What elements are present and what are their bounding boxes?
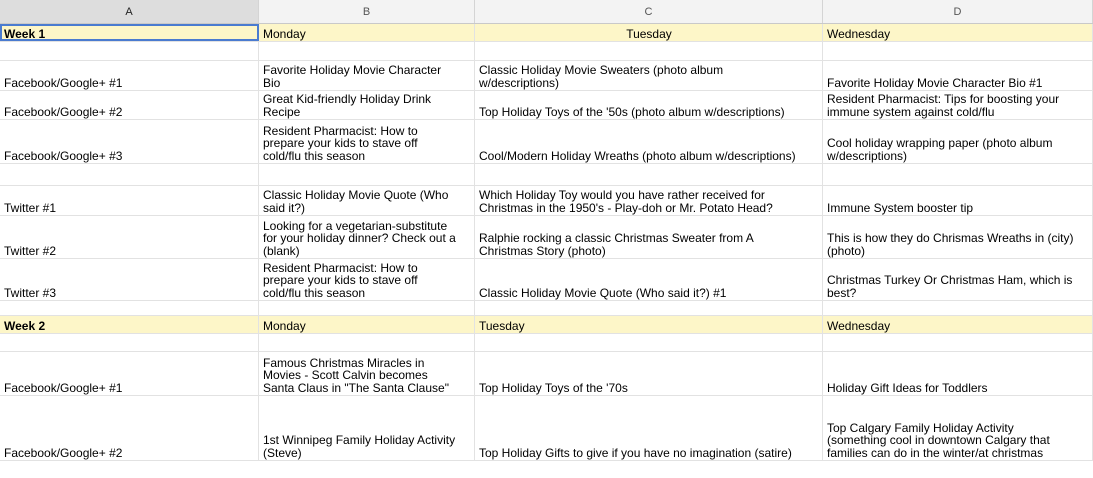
cell-d14[interactable]: Top Calgary Family Holiday Activity (something cool in downtown Calgary that families can do in the winter/at christmas: [823, 396, 1093, 460]
cell-c11[interactable]: Tuesday: [475, 316, 823, 333]
cell-b4[interactable]: Great Kid-friendly Holiday Drink Recipe: [259, 91, 475, 119]
table-row: [0, 352, 1093, 396]
cell-a6[interactable]: [0, 164, 259, 185]
table-row: [0, 186, 1093, 216]
blank-row: [0, 334, 1093, 352]
cell-d8[interactable]: This is how they do Chrismas Wreaths in (city) (photo): [823, 216, 1093, 258]
cell-d11[interactable]: Wednesday: [823, 316, 1093, 333]
cell-d5[interactable]: Cool holiday wrapping paper (photo album w/descriptions): [823, 120, 1093, 163]
cell-c5[interactable]: Cool/Modern Holiday Wreaths (photo album w/descriptions): [475, 120, 823, 163]
cell-d9[interactable]: Christmas Turkey Or Christmas Ham, which is best?: [823, 259, 1093, 300]
column-header-d[interactable]: D: [823, 0, 1093, 23]
week-header-row: [0, 316, 1093, 334]
cell-a11[interactable]: Week 2: [0, 316, 259, 333]
table-row: [0, 91, 1093, 120]
cell-c2[interactable]: [475, 42, 823, 60]
cell-b1[interactable]: Monday: [259, 24, 475, 41]
cell-d1[interactable]: Wednesday: [823, 24, 1093, 41]
cell-c7[interactable]: Which Holiday Toy would you have rather received for Christmas in the 1950's - Play-doh or Mr. Potato Head?: [475, 186, 823, 215]
cell-c14[interactable]: Top Holiday Gifts to give if you have no imagination (satire): [475, 396, 823, 460]
cell-c3[interactable]: Classic Holiday Movie Sweaters (photo album w/descriptions): [475, 61, 823, 90]
cell-grid: [0, 24, 1093, 461]
cell-b14[interactable]: 1st Winnipeg Family Holiday Activity (Steve): [259, 396, 475, 460]
blank-row: [0, 301, 1093, 316]
cell-c1[interactable]: Tuesday: [475, 24, 823, 41]
cell-c10[interactable]: [475, 301, 823, 315]
cell-c8[interactable]: Ralphie rocking a classic Christmas Sweater from A Christmas Story (photo): [475, 216, 823, 258]
cell-a1[interactable]: Week 1: [0, 24, 259, 41]
cell-a3[interactable]: Facebook/Google+ #1: [0, 61, 259, 90]
cell-d12[interactable]: [823, 334, 1093, 351]
cell-d2[interactable]: [823, 42, 1093, 60]
cell-b12[interactable]: [259, 334, 475, 351]
cell-a2[interactable]: [0, 42, 259, 60]
table-row: [0, 61, 1093, 91]
cell-a5[interactable]: Facebook/Google+ #3: [0, 120, 259, 163]
cell-b9[interactable]: Resident Pharmacist: How to prepare your kids to stave off cold/flu this season: [259, 259, 475, 300]
column-header-b[interactable]: B: [259, 0, 475, 23]
cell-c12[interactable]: [475, 334, 823, 351]
cell-d4[interactable]: Resident Pharmacist: Tips for boosting your immune system against cold/flu: [823, 91, 1093, 119]
column-header-c[interactable]: C: [475, 0, 823, 23]
cell-a13[interactable]: Facebook/Google+ #1: [0, 352, 259, 395]
cell-a10[interactable]: [0, 301, 259, 315]
cell-d6[interactable]: [823, 164, 1093, 185]
cell-a7[interactable]: Twitter #1: [0, 186, 259, 215]
cell-b5[interactable]: Resident Pharmacist: How to prepare your kids to stave off cold/flu this season: [259, 120, 475, 163]
cell-a14[interactable]: Facebook/Google+ #2: [0, 396, 259, 460]
cell-b11[interactable]: Monday: [259, 316, 475, 333]
column-header-row: [0, 0, 1093, 24]
table-row: [0, 120, 1093, 164]
cell-c9[interactable]: Classic Holiday Movie Quote (Who said it?) #1: [475, 259, 823, 300]
cell-d7[interactable]: Immune System booster tip: [823, 186, 1093, 215]
cell-a9[interactable]: Twitter #3: [0, 259, 259, 300]
cell-b13[interactable]: Famous Christmas Miracles in Movies - Scott Calvin becomes Santa Claus in "The Santa Clause": [259, 352, 475, 395]
cell-b3[interactable]: Favorite Holiday Movie Character Bio: [259, 61, 475, 90]
table-row: [0, 259, 1093, 301]
cell-b8[interactable]: Looking for a vegetarian-substitute for your holiday dinner? Check out a (blank): [259, 216, 475, 258]
cell-d10[interactable]: [823, 301, 1093, 315]
cell-b2[interactable]: [259, 42, 475, 60]
cell-a8[interactable]: Twitter #2: [0, 216, 259, 258]
table-row: [0, 216, 1093, 259]
blank-row: [0, 42, 1093, 61]
week-header-row: [0, 24, 1093, 42]
cell-d13[interactable]: Holiday Gift Ideas for Toddlers: [823, 352, 1093, 395]
table-row: [0, 396, 1093, 461]
cell-c4[interactable]: Top Holiday Toys of the '50s (photo album w/descriptions): [475, 91, 823, 119]
cell-b7[interactable]: Classic Holiday Movie Quote (Who said it?): [259, 186, 475, 215]
cell-b10[interactable]: [259, 301, 475, 315]
cell-b6[interactable]: [259, 164, 475, 185]
cell-d3[interactable]: Favorite Holiday Movie Character Bio #1: [823, 61, 1093, 90]
cell-a4[interactable]: Facebook/Google+ #2: [0, 91, 259, 119]
blank-row: [0, 164, 1093, 186]
column-header-a[interactable]: A: [0, 0, 259, 23]
cell-c13[interactable]: Top Holiday Toys of the '70s: [475, 352, 823, 395]
cell-c6[interactable]: [475, 164, 823, 185]
cell-a12[interactable]: [0, 334, 259, 351]
